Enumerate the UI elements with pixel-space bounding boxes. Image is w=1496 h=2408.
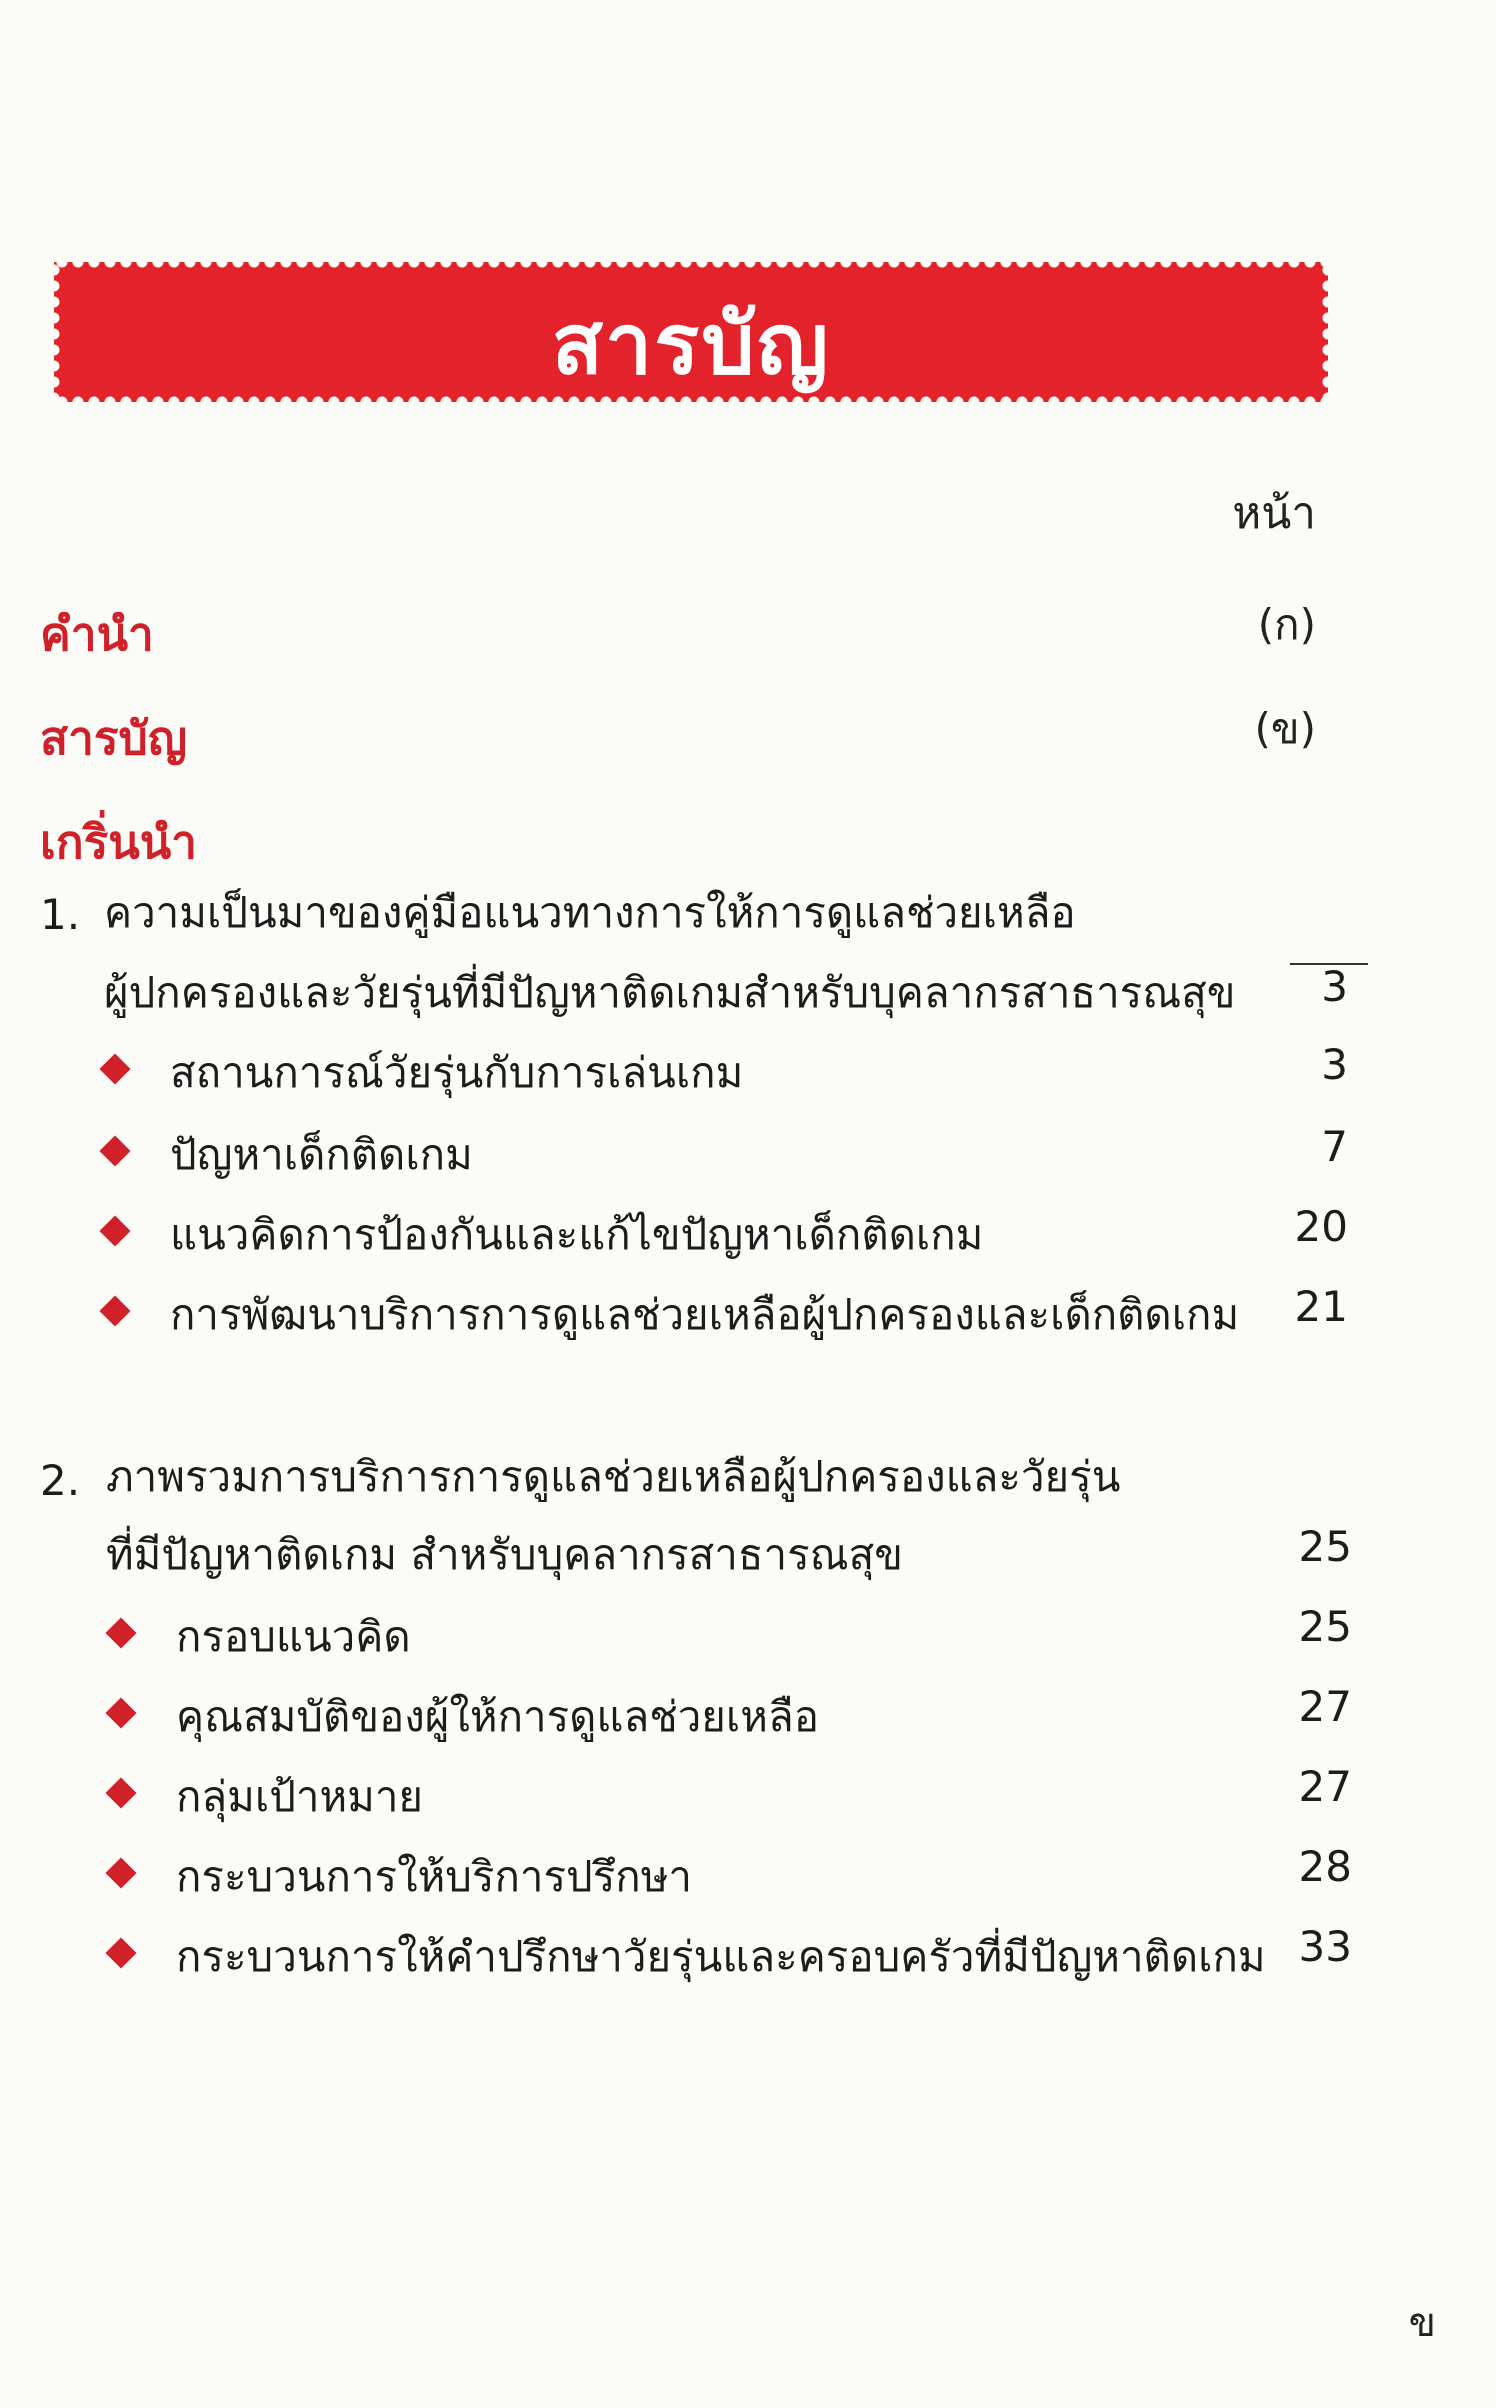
chapter-1-page: 3	[1321, 962, 1348, 1011]
chapter-2-item-5[interactable]: กระบวนการให้คำปรึกษาวัยรุ่นและครอบครัวที่มีปัญหาติดเกม	[176, 1932, 1266, 1981]
bullet-diamond-icon	[99, 1053, 130, 1084]
chapter-2-item-5-page: 33	[1298, 1922, 1352, 1971]
chapter-1-title-line2[interactable]: ผู้ปกครองและวัยรุ่นที่มีปัญหาติดเกมสำหรับบุคลากรสาธารณสุข	[104, 968, 1236, 1017]
section-foreword[interactable]: คำนำ	[40, 607, 154, 661]
chapter-2-page: 25	[1298, 1522, 1352, 1571]
chapter-1-item-2-page: 7	[1321, 1122, 1348, 1171]
chapter-2-item-2-page: 27	[1298, 1682, 1352, 1731]
chapter-1-item-3[interactable]: แนวคิดการป้องกันและแก้ไขปัญหาเด็กติดเกม	[170, 1210, 984, 1259]
chapter-1-item-4-page: 21	[1294, 1282, 1348, 1331]
bullet-diamond-icon	[105, 1937, 136, 1968]
chapter-2-item-4-page: 28	[1298, 1842, 1352, 1891]
bullet-diamond-icon	[99, 1295, 130, 1326]
chapter-2-item-3[interactable]: กลุ่มเป้าหมาย	[176, 1772, 424, 1821]
chapter-2-item-2[interactable]: คุณสมบัติของผู้ให้การดูแลช่วยเหลือ	[176, 1692, 819, 1741]
chapter-1-title-line1[interactable]: ความเป็นมาของคู่มือแนวทางการให้การดูแลช่วยเหลือ	[104, 888, 1076, 937]
chapter-2-item-3-page: 27	[1298, 1762, 1352, 1811]
chapter-2-item-1-page: 25	[1298, 1602, 1352, 1651]
page-title: สารบัญ	[551, 295, 831, 393]
chapter-1-item-4[interactable]: การพัฒนาบริการการดูแลช่วยเหลือผู้ปกครองและเด็กติดเกม	[170, 1290, 1240, 1339]
chapter-1-item-3-page: 20	[1294, 1202, 1348, 1251]
banner-scallop-top	[54, 255, 1328, 269]
section-contents[interactable]: สารบัญ	[40, 711, 188, 765]
chapter-1-item-1[interactable]: สถานการณ์วัยรุ่นกับการเล่นเกม	[170, 1048, 744, 1097]
chapter-2-number: 2.	[40, 1456, 81, 1505]
chapter-2-item-4[interactable]: กระบวนการให้บริการปรึกษา	[176, 1852, 692, 1901]
bullet-diamond-icon	[99, 1215, 130, 1246]
page-column-header: หน้า	[1232, 488, 1316, 539]
chapter-1-item-1-page: 3	[1321, 1040, 1348, 1089]
chapter-2-title-line2[interactable]: ที่มีปัญหาติดเกม สำหรับบุคลากรสาธารณสุข	[106, 1530, 903, 1579]
bullet-diamond-icon	[105, 1857, 136, 1888]
chapter-2-title-line1[interactable]: ภาพรวมการบริการการดูแลช่วยเหลือผู้ปกครองและวัยรุ่น	[106, 1452, 1121, 1501]
chapter-1-item-2[interactable]: ปัญหาเด็กติดเกม	[170, 1130, 473, 1179]
bullet-diamond-icon	[105, 1617, 136, 1648]
chapter-1-number: 1.	[40, 890, 81, 939]
chapter-2-item-1[interactable]: กรอบแนวคิด	[176, 1612, 411, 1661]
section-foreword-page: (ก)	[1257, 600, 1316, 649]
section-contents-page: (ข)	[1254, 704, 1316, 753]
bullet-diamond-icon	[105, 1777, 136, 1808]
title-banner	[54, 262, 1328, 402]
page-number: ข	[1408, 2300, 1436, 2346]
bullet-diamond-icon	[99, 1135, 130, 1166]
section-introduction[interactable]: เกริ่นนำ	[40, 815, 198, 869]
bullet-diamond-icon	[105, 1697, 136, 1728]
